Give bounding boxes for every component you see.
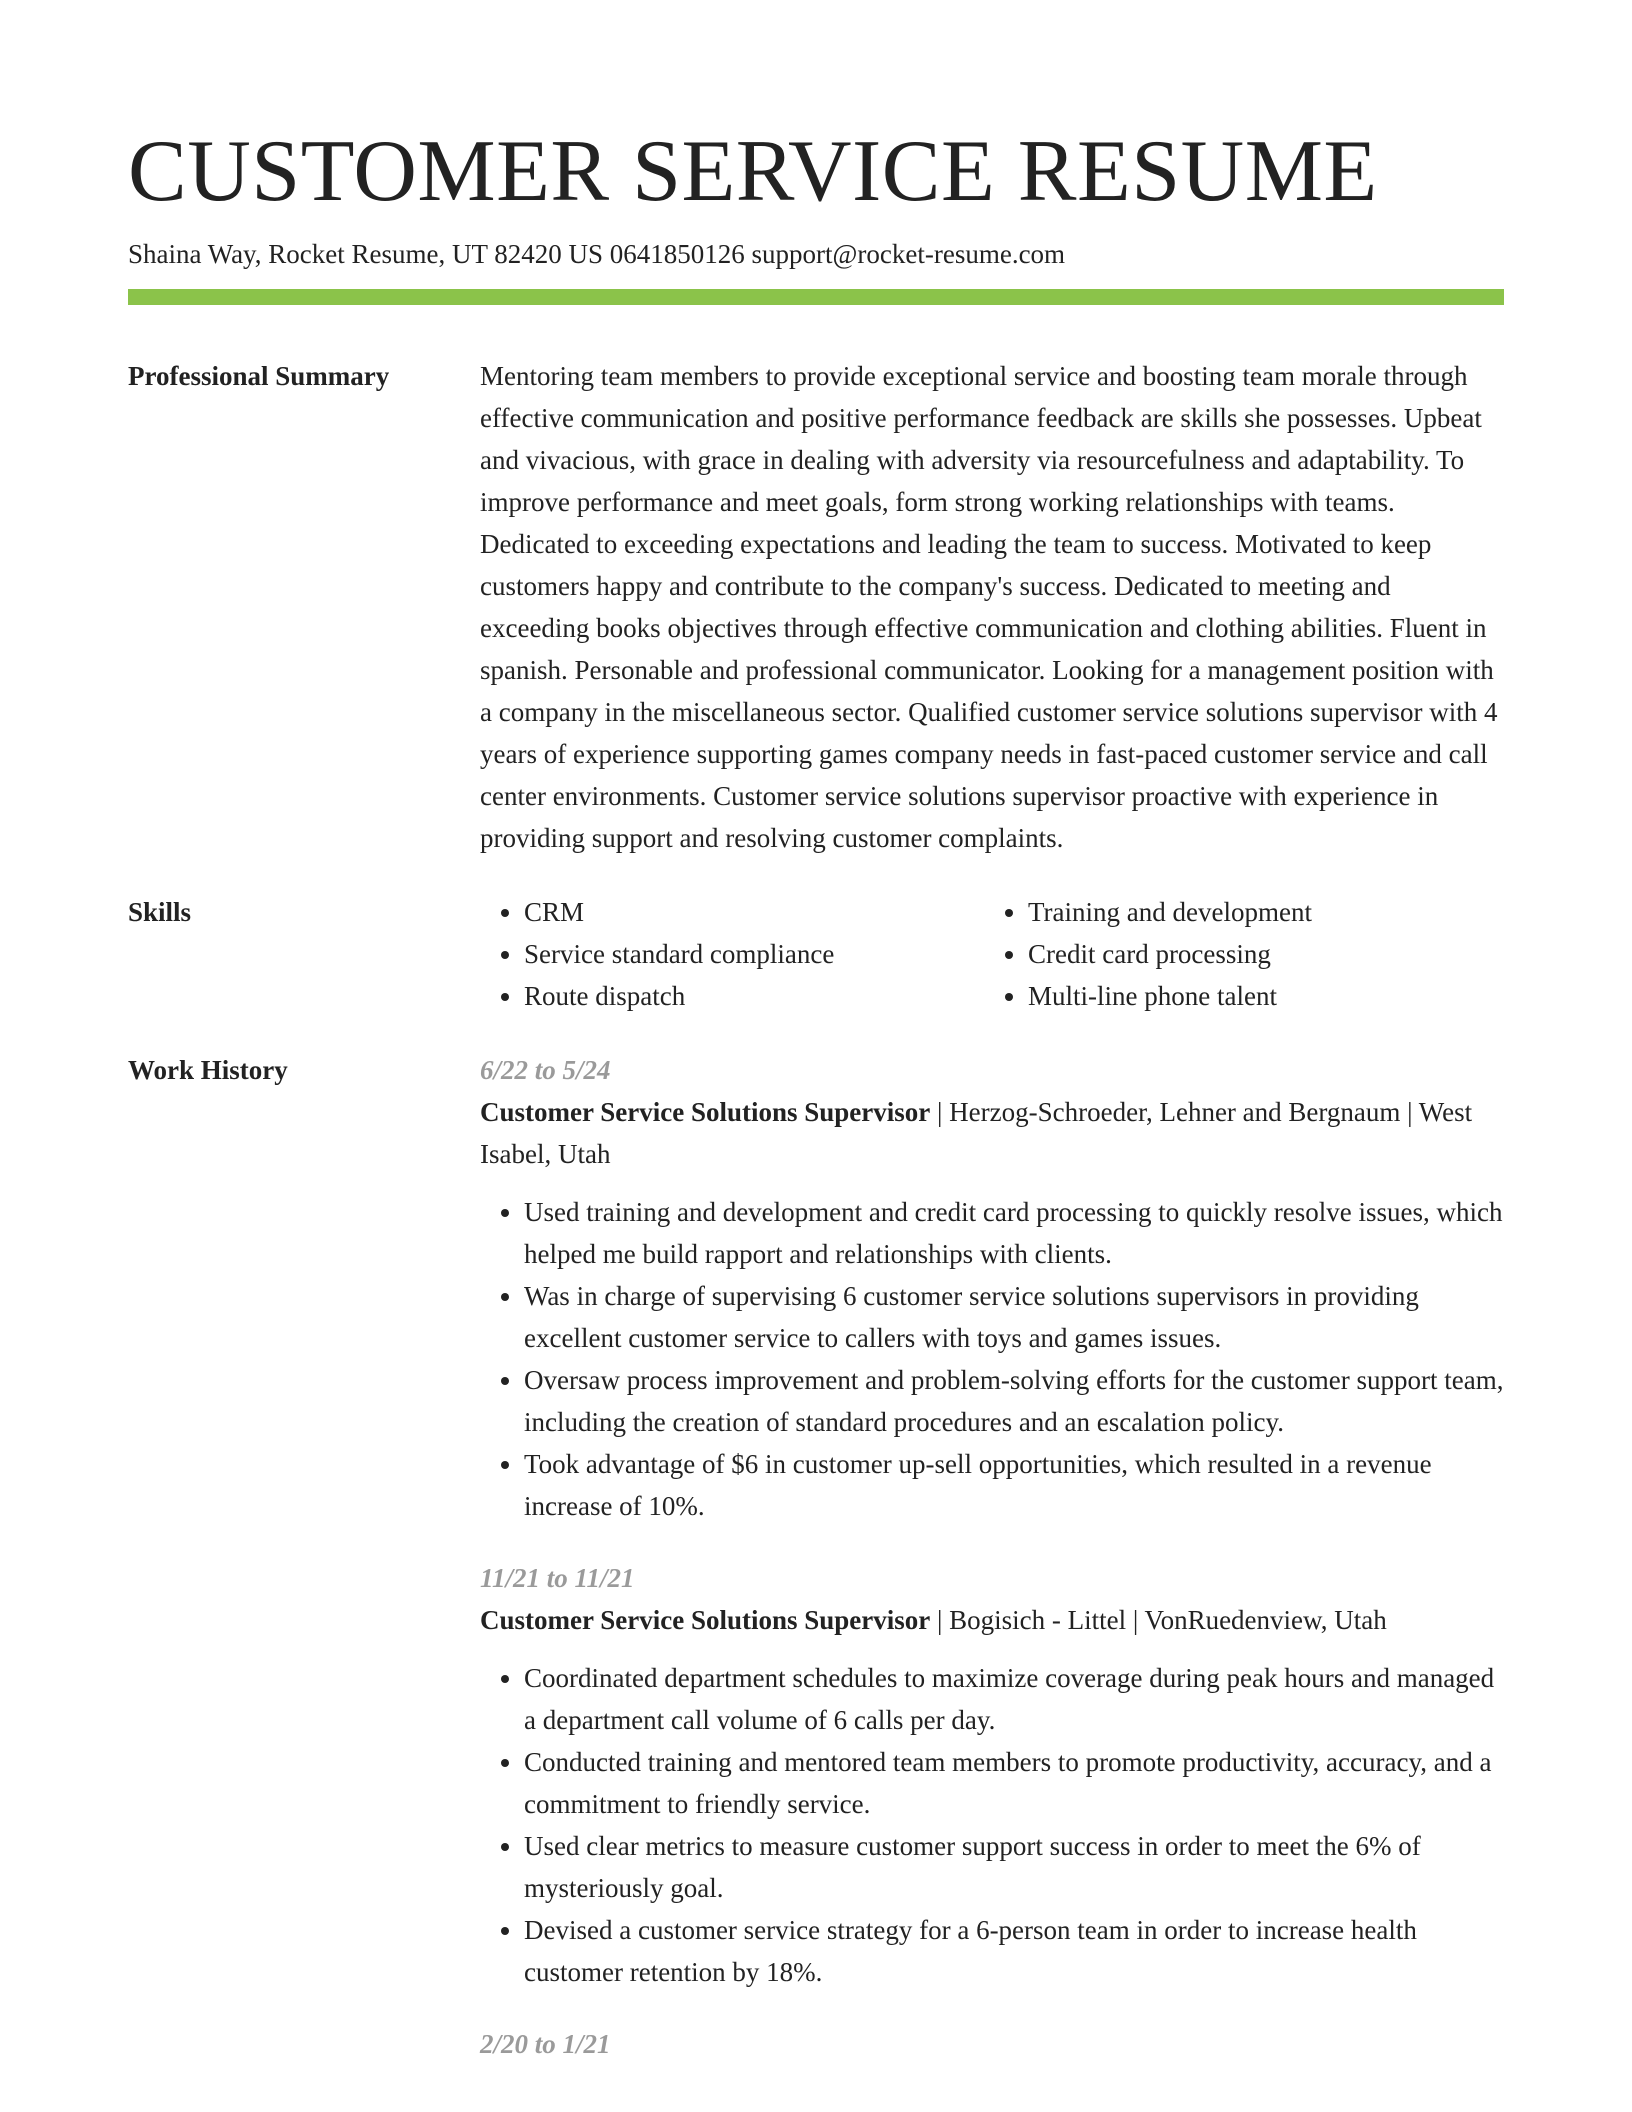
skill-item: • Credit card processing — [1028, 933, 1488, 975]
work-history-section — [128, 1049, 1504, 2095]
section-label-skills: Skills — [128, 897, 192, 927]
job-entry — [480, 2023, 1504, 2065]
job-dates: 6/22 to 5/24 — [480, 1055, 611, 1085]
job-dates: 11/21 to 11/21 — [480, 1563, 635, 1593]
resume-title: CUSTOMER SERVICE RESUME — [128, 123, 1378, 220]
job-bullet: • Oversaw process improvement and problem-solving efforts for the customer support team, including the creation of standard procedures and an escalation policy. — [524, 1359, 1504, 1443]
job-bullet: • Devised a customer service strategy for a 6-person team in order to increase health customer retention by 18%. — [524, 1909, 1504, 1993]
job-bullet: • Coordinated department schedules to maximize coverage during peak hours and managed a department call volume of 6 calls per day. — [524, 1657, 1504, 1741]
skill-item: • Service standard compliance — [524, 933, 984, 975]
job-bullet: • Used training and development and credit card processing to quickly resolve issues, which helped me build rapport and relationships with clients. — [524, 1191, 1504, 1275]
work-history-list — [480, 1049, 1504, 2095]
job-bullets — [480, 1657, 1504, 1993]
job-details: | Bogisich - Littel | VonRuedenview, Utah — [930, 1605, 1387, 1635]
job-heading — [480, 1091, 1504, 1175]
job-bullet: • Used clear metrics to measure customer support success in order to meet the 6% of mysteriously goal. — [524, 1825, 1504, 1909]
job-entry — [480, 1049, 1504, 1527]
job-bullet: • Conducted training and mentored team members to promote productivity, accuracy, and a commitment to friendly service. — [524, 1741, 1504, 1825]
skills-grid — [480, 891, 1504, 1017]
skill-item: • Route dispatch — [524, 975, 984, 1017]
header-divider — [128, 289, 1504, 305]
section-label-work: Work History — [128, 1055, 288, 1085]
skill-item: • Multi-line phone talent — [1028, 975, 1488, 1017]
job-dates: 2/20 to 1/21 — [480, 2029, 611, 2059]
professional-summary-section — [128, 355, 1504, 859]
job-details: | Herzog-Schroeder, Lehner and Bergnaum | West Isabel, Utah — [480, 1097, 1473, 1169]
summary-text: Mentoring team members to provide exceptional service and boosting team morale through effective communication and positive performance feedback are skills she possesses. Upbeat and vivacious, with grace in dealing with adversity via resourcefulness and adaptability. To improve performance and meet goals, form strong working relationships with teams. Dedicated to exceeding expectations and leading the team to success. Motivated to keep customers happy and contribute to the company's success. Dedicated to meeting and exceeding books objectives through effective communication and clothing abilities. Fluent in spanish. Personable and professional communicator. Looking for a management position with a company in the miscellaneous sector. Qualified customer service solutions supervisor with 4 years of experience supporting games company needs in fast-paced customer service and call center environments. Customer service solutions supervisor proactive with experience in providing support and resolving customer complaints. — [480, 361, 1498, 853]
contact-line: Shaina Way, Rocket Resume, UT 82420 US 0641850126 support@rocket-resume.com — [128, 239, 1066, 269]
resume-page — [128, 122, 1504, 2095]
job-title: Customer Service Solutions Supervisor — [480, 1605, 931, 1635]
job-bullets — [480, 1191, 1504, 1527]
skill-item: • CRM — [524, 891, 984, 933]
job-bullet: • Was in charge of supervising 6 customer service solutions supervisors in providing excellent customer service to callers with toys and games issues. — [524, 1275, 1504, 1359]
job-title: Customer Service Solutions Supervisor — [480, 1097, 931, 1127]
section-label-summary: Professional Summary — [128, 361, 390, 391]
skills-column-left — [480, 891, 984, 1017]
skill-item: • Training and development — [1028, 891, 1488, 933]
job-heading — [480, 1599, 1504, 1641]
skills-column-right — [984, 891, 1488, 1017]
skills-section — [128, 891, 1504, 1017]
job-bullet: • Took advantage of $6 in customer up-sell opportunities, which resulted in a revenue increase of 10%. — [524, 1443, 1504, 1527]
job-entry — [480, 1557, 1504, 1993]
